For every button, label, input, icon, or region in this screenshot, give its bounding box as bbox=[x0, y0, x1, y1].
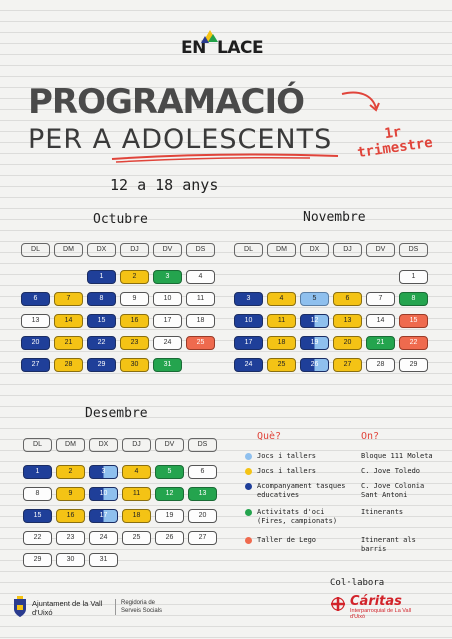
legend-activity: Acompanyament tasques educatives bbox=[257, 482, 346, 499]
calendar-day: 7 bbox=[54, 292, 83, 306]
calendar-day: 23 bbox=[56, 531, 85, 545]
weekday-header: DJ bbox=[120, 243, 149, 257]
calendar-day: 11 bbox=[186, 292, 215, 306]
calendar-day: 18 bbox=[186, 314, 215, 328]
calendar-day: 2 bbox=[56, 465, 85, 479]
weekday-header: DJ bbox=[122, 438, 151, 452]
calendar-day: 15 bbox=[399, 314, 428, 328]
calendar-day: 8 bbox=[87, 292, 116, 306]
legend-color-dot bbox=[245, 483, 252, 490]
calendar-day: 17 bbox=[89, 509, 118, 523]
calendar-day: 20 bbox=[333, 336, 362, 350]
calendar-day: 23 bbox=[120, 336, 149, 350]
calendar-day: 29 bbox=[399, 358, 428, 372]
calendar-day: 3 bbox=[153, 270, 182, 284]
page-title: PROGRAMACIÓ bbox=[28, 82, 305, 122]
legend-activity: Activitats d'oci (Fires, campionats) bbox=[257, 508, 338, 525]
calendar-day: 21 bbox=[366, 336, 395, 350]
weekday-header: DJ bbox=[333, 243, 362, 257]
calendar-day: 14 bbox=[54, 314, 83, 328]
calendar-day: 10 bbox=[89, 487, 118, 501]
legend-activity: Jocs i tallers bbox=[257, 467, 317, 475]
legend-location: C. Jove Colonia Sant Antoni bbox=[361, 482, 425, 499]
enlace-logo bbox=[181, 34, 271, 60]
calendar-day: 4 bbox=[122, 465, 151, 479]
legend-color-dot bbox=[245, 453, 252, 460]
legend-where-header: On? bbox=[361, 431, 380, 442]
month-title-desembre: Desembre bbox=[85, 406, 148, 421]
weekday-header: DL bbox=[23, 438, 52, 452]
calendar-day: 6 bbox=[21, 292, 50, 306]
calendar-day: 28 bbox=[366, 358, 395, 372]
calendar-day: 29 bbox=[87, 358, 116, 372]
calendar-day: 2 bbox=[120, 270, 149, 284]
legend-location: Itinerants bbox=[361, 508, 404, 516]
legend-color-dot bbox=[245, 509, 252, 516]
month-title-novembre: Novembre bbox=[303, 210, 366, 225]
calendar-day: 13 bbox=[21, 314, 50, 328]
calendar-day: 11 bbox=[267, 314, 296, 328]
calendar-day: 12 bbox=[155, 487, 184, 501]
calendar-day: 9 bbox=[120, 292, 149, 306]
weekday-header: DM bbox=[54, 243, 83, 257]
calendar-day: 20 bbox=[188, 509, 217, 523]
calendar-day: 1 bbox=[23, 465, 52, 479]
calendar-day: 26 bbox=[300, 358, 329, 372]
calendar-day: 13 bbox=[333, 314, 362, 328]
legend-location: Itinerant als barris bbox=[361, 536, 416, 553]
calendar-day: 15 bbox=[87, 314, 116, 328]
weekday-header: DL bbox=[21, 243, 50, 257]
ajuntament-logo bbox=[12, 596, 172, 624]
calendar-day: 30 bbox=[120, 358, 149, 372]
calendar-day: 19 bbox=[155, 509, 184, 523]
weekday-header: DM bbox=[56, 438, 85, 452]
calendar-day: 4 bbox=[267, 292, 296, 306]
calendar-day: 10 bbox=[153, 292, 182, 306]
calendar-day: 30 bbox=[56, 553, 85, 567]
calendar-day: 11 bbox=[122, 487, 151, 501]
month-title-octubre: Octubre bbox=[93, 212, 148, 227]
calendar-day: 5 bbox=[155, 465, 184, 479]
legend-color-dot bbox=[245, 537, 252, 544]
ajuntament-name: Ajuntament de la Vall d'Uixó bbox=[32, 599, 103, 617]
calendar-day: 14 bbox=[366, 314, 395, 328]
weekday-header: DV bbox=[155, 438, 184, 452]
calendar-day: 9 bbox=[56, 487, 85, 501]
weekday-header: DS bbox=[188, 438, 217, 452]
calendar-day: 26 bbox=[155, 531, 184, 545]
calendar-day: 17 bbox=[153, 314, 182, 328]
calendar-day: 3 bbox=[234, 292, 263, 306]
calendar-day: 22 bbox=[399, 336, 428, 350]
weekday-header: DM bbox=[267, 243, 296, 257]
calendar-day: 27 bbox=[188, 531, 217, 545]
calendar-day: 21 bbox=[54, 336, 83, 350]
calendar-day: 7 bbox=[366, 292, 395, 306]
calendar-day: 3 bbox=[89, 465, 118, 479]
calendar-day: 16 bbox=[120, 314, 149, 328]
calendar-day: 29 bbox=[23, 553, 52, 567]
calendar-day: 20 bbox=[21, 336, 50, 350]
calendar-day: 10 bbox=[234, 314, 263, 328]
calendar-day: 12 bbox=[300, 314, 329, 328]
page-subtitle: PER A ADOLESCENTS bbox=[28, 124, 333, 155]
calendar-day: 18 bbox=[122, 509, 151, 523]
legend-activity: Taller de Lego bbox=[257, 536, 317, 544]
collabora-label: Col·labora bbox=[330, 578, 385, 588]
calendar-day: 25 bbox=[122, 531, 151, 545]
calendar-day: 25 bbox=[267, 358, 296, 372]
weekday-header: DS bbox=[186, 243, 215, 257]
legend-color-dot bbox=[245, 468, 252, 475]
red-underline bbox=[110, 150, 340, 164]
caritas-sub: Interparroquial de La Vall d'Uixó bbox=[350, 608, 412, 620]
calendar-octubre bbox=[21, 243, 221, 383]
logo-text-lace: LACE bbox=[217, 38, 264, 58]
calendar-day: 16 bbox=[56, 509, 85, 523]
legend-list bbox=[242, 452, 442, 562]
calendar-day: 1 bbox=[399, 270, 428, 284]
weekday-header: DL bbox=[234, 243, 263, 257]
legend-what-header: Què? bbox=[257, 431, 282, 442]
calendar-day: 18 bbox=[267, 336, 296, 350]
calendar-desembre bbox=[23, 438, 223, 578]
calendar-day: 24 bbox=[89, 531, 118, 545]
calendar-day: 22 bbox=[87, 336, 116, 350]
age-range: 12 a 18 anys bbox=[110, 176, 219, 194]
calendar-day: 22 bbox=[23, 531, 52, 545]
calendar-day: 24 bbox=[234, 358, 263, 372]
legend-activity: Jocs i tallers bbox=[257, 452, 317, 460]
weekday-header: DS bbox=[399, 243, 428, 257]
calendar-novembre bbox=[234, 243, 434, 383]
trimestre-label: 1r trimestre bbox=[356, 123, 434, 162]
weekday-header: DV bbox=[153, 243, 182, 257]
calendar-day: 8 bbox=[23, 487, 52, 501]
calendar-day: 4 bbox=[186, 270, 215, 284]
weekday-header: DX bbox=[87, 243, 116, 257]
calendar-day: 19 bbox=[300, 336, 329, 350]
weekday-header: DX bbox=[89, 438, 118, 452]
legend-location: C. Jove Toledo bbox=[361, 467, 421, 475]
weekday-header: DX bbox=[300, 243, 329, 257]
curved-arrow-icon bbox=[340, 88, 382, 118]
ajuntament-shield-icon bbox=[12, 596, 28, 618]
calendar-day: 15 bbox=[23, 509, 52, 523]
calendar-day: 28 bbox=[54, 358, 83, 372]
calendar-day: 1 bbox=[87, 270, 116, 284]
legend-location: Bloque 111 Moleta bbox=[361, 452, 433, 460]
calendar-day: 27 bbox=[333, 358, 362, 372]
caritas-name: Cáritas bbox=[350, 594, 402, 609]
calendar-day: 6 bbox=[333, 292, 362, 306]
calendar-day: 31 bbox=[153, 358, 182, 372]
caritas-logo bbox=[330, 594, 410, 624]
logo-text-en: EN bbox=[181, 38, 206, 58]
calendar-day: 27 bbox=[21, 358, 50, 372]
calendar-day: 31 bbox=[89, 553, 118, 567]
calendar-day: 8 bbox=[399, 292, 428, 306]
weekday-header: DV bbox=[366, 243, 395, 257]
caritas-cross-icon bbox=[330, 596, 346, 612]
calendar-day: 13 bbox=[188, 487, 217, 501]
calendar-day: 24 bbox=[153, 336, 182, 350]
regidoria-name: Regidoria de Serveis Socials bbox=[115, 599, 171, 615]
calendar-day: 25 bbox=[186, 336, 215, 350]
calendar-day: 6 bbox=[188, 465, 217, 479]
calendar-day: 17 bbox=[234, 336, 263, 350]
calendar-day: 5 bbox=[300, 292, 329, 306]
